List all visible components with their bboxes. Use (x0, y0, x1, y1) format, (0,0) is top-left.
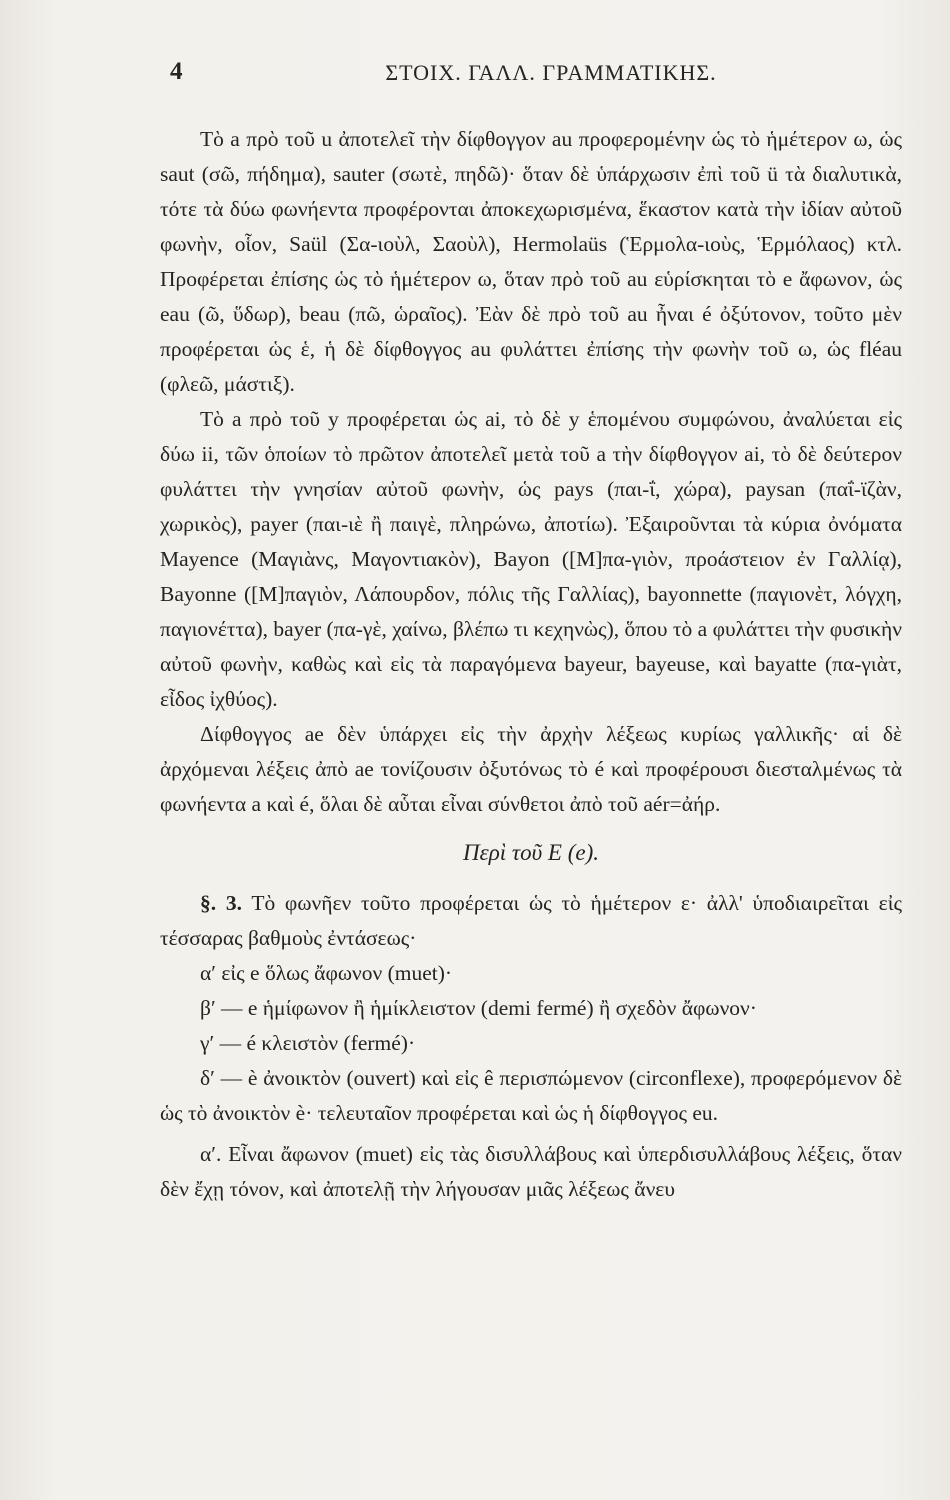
section-heading: Περὶ τοῦ Ε (e). (463, 840, 599, 865)
section-number: §. 3. (200, 891, 242, 915)
grade-item-demi-ferme: β′ — e ἡμίφωνον ἢ ἡμίκλειστον (demi fermé) ἢ σχεδὸν ἄφωνον· (200, 996, 757, 1020)
running-head (160, 58, 902, 98)
body-text (160, 122, 902, 822)
running-title: ΣΤΟΙΧ. ΓΑΛΛ. ΓΡΑΜΜΑΤΙΚΗΣ. (385, 60, 717, 85)
grade-item-ouvert: δ′ — è ἀνοικτὸν (ouvert) καὶ εἰς ê περισπώμενον (circonflexe), προφερόμενον δὲ ὡς τὸ ἀνοικτὸν è· τελευταῖον προφέρεται καὶ ὡς ἡ δίφθογγος eu. (160, 1066, 902, 1125)
paragraph-mute-e: α′. Εἶναι ἄφωνον (muet) εἰς τὰς δισυλλάβους καὶ ὑπερδισυλλάβους λέξεις, ὅταν δὲν ἔχῃ τόνον, καὶ ἀποτελῇ τὴν λήγουσαν μιᾶς λέξεως ἄνευ (160, 1142, 902, 1201)
paragraph-ae-diphthong: Δίφθογγος ae δὲν ὑπάρχει εἰς τὴν ἀρχὴν λέξεως κυρίως γαλλικῆς· αἱ δὲ ἀρχόμεναι λέξεις ἀπὸ ae τονίζουσιν ὀξυτόνως τὸ é καὶ προφέρουσι διεσταλμένως τὰ φωνήεντα a καὶ é, ὅλαι δὲ αὗται εἶναι σύνθετοι ἀπὸ τοῦ aér=ἀήρ. (160, 722, 902, 816)
section-intro-text: Τὸ φωνῆεν τοῦτο προφέρεται ὡς τὸ ἡμέτερον ε· ἀλλ' ὑποδιαιρεῖται εἰς τέσσαρας βαθμοὺς ἐντάσεως· (160, 891, 903, 950)
page-number: 4 (170, 58, 183, 85)
grade-item-ferme: γ′ — é κλειστὸν (fermé)· (200, 1031, 416, 1055)
paragraph-ay-diphthong: Τὸ a πρὸ τοῦ y προφέρεται ὡς ai, τὸ δὲ y ἑπομένου συμφώνου, ἀναλύεται εἰς δύω ii, τῶν ὁποίων τὸ πρῶτον ἀποτελεῖ μετὰ τοῦ a τὴν δίφθογγον ai, τὸ δὲ δεύτερον φυλάττει τὴν γνησίαν αὐτοῦ φωνὴν, ὡς pays (παι-ΐ, χώρα), paysan (παΐ-ϊζὰν, χωρικὸς), payer (παι-ιὲ ἢ παιγὲ, πληρώνω, ἀποτίω). Ἐξαιροῦνται τὰ κύρια ὀνόματα Mayence (Μαγιὰνς, Μαγοντιακὸν), Bayon ([Μ]πα-γιὸν, προάστειον ἐν Γαλλίᾳ), Bayonne ([Μ]παγιὸν, Λάπουρδον, πόλις τῆς Γαλλίας), bayonnette (παγιονὲτ, λόγχη, παγιονέττα), bayer (πα-γὲ, χαίνω, βλέπω τι κεχηνὼς), ὅπου τὸ a φυλάττει τὴν φυσικὴν αὐτοῦ φωνὴν, καθὼς καὶ εἰς τὰ παραγόμενα bayeur, bayeuse, καὶ bayatte (πα-γιὰτ, εἶδος ἰχθύος). (160, 407, 902, 711)
grade-item-mute: α′ εἰς e ὅλως ἄφωνον (muet)· (200, 961, 453, 985)
grade-list (160, 956, 902, 1131)
paragraph-au-diphthong: Τὸ a πρὸ τοῦ u ἀποτελεῖ τὴν δίφθογγον au προφερομένην ὡς τὸ ἡμέτερον ω, ὡς saut (σῶ, πήδημα), sauter (σωτὲ, πηδῶ)· ὅταν δὲ ὑπάρχωσιν ἐπὶ τοῦ ü τὰ διαλυτικὰ, τότε τὰ δύω φωνήεντα προφέρονται ἀποκεχωρισμένα, ἕκαστον κατὰ τὴν ἰδίαν αὐτοῦ φωνὴν, οἷον, Saül (Σα-ιοὺλ, Σαοὺλ), Hermolaüs (Ἑρμολα-ιοὺς, Ἑρμόλαος) κτλ. Προφέρεται ἐπίσης ὡς τὸ ἡμέτερον ω, ὅταν πρὸ τοῦ au εὑρίσκηται τὸ e ἄφωνον, ὡς eau (ῶ, ὕδωρ), beau (πῶ, ὡραῖος). Ἐὰν δὲ πρὸ τοῦ au ἦναι é ὀξύτονον, τοῦτο μὲν προφέρεται ὡς ἑ, ἡ δὲ δίφθογγος au φυλάττει ἐπίσης τὴν φωνὴν τοῦ ω, ὡς fléau (φλεῶ, μάστιξ). (160, 127, 902, 396)
section-intro (160, 886, 902, 956)
